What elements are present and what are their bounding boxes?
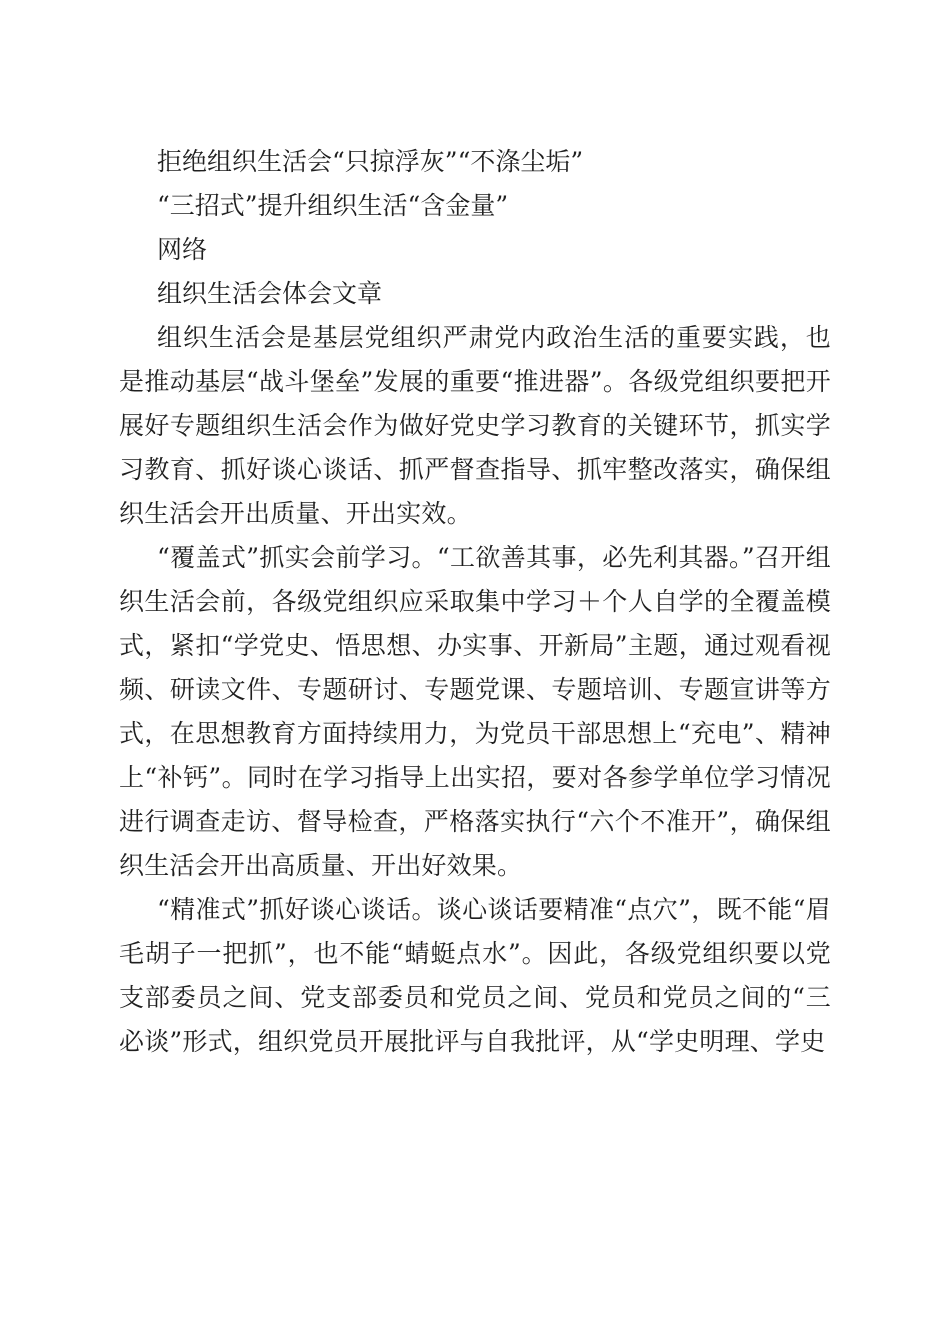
category-line: 组织生活会体会文章 [157, 279, 383, 308]
paragraph-study: “覆盖式”抓实会前学习。“工欲善其事，必先利其器。”召开组织生活会前，各级党组织应采取集中学习＋个人自学的全覆盖模式，紧扣“学党史、悟思想、办实事、开新局”主题，通过观看视频、研读文件、专题研讨、专题党课、专题培训、专题宣讲等方式，在思想教育方面持续用力，为党员干部思想上“充电”、精神上“补钙”。同时在学习指导上出实招，要对各参学单位学习情况进行调查走访、督导检查，严格落实执行“六个不准开”，确保组织生活会开出高质量、开出好效果。 [119, 543, 831, 880]
subtitle-line: “三招式”提升组织生活“含金量” [157, 191, 509, 220]
source-line: 网络 [157, 235, 208, 264]
document-body [119, 140, 831, 1064]
title-line: 拒绝组织生活会“只掠浮灰”“不涤尘垢” [157, 147, 584, 176]
paragraph-intro: 组织生活会是基层党组织严肃党内政治生活的重要实践，也是推动基层“战斗堡垒”发展的重要“推进器”。各级党组织要把开展好专题组织生活会作为做好党史学习教育的关键环节，抓实学习教育、抓好谈心谈话、抓严督查指导、抓牢整改落实，确保组织生活会开出质量、开出实效。 [119, 323, 831, 528]
paragraph-talk: “精准式”抓好谈心谈话。谈心谈话要精准“点穴”，既不能“眉毛胡子一把抓”，也不能“蜻蜓点水”。因此，各级党组织要以党支部委员之间、党支部委员和党员之间、党员和党员之间的“三必谈”形式，组织党员开展批评与自我批评，从“学史明理、学史 [119, 895, 831, 1056]
